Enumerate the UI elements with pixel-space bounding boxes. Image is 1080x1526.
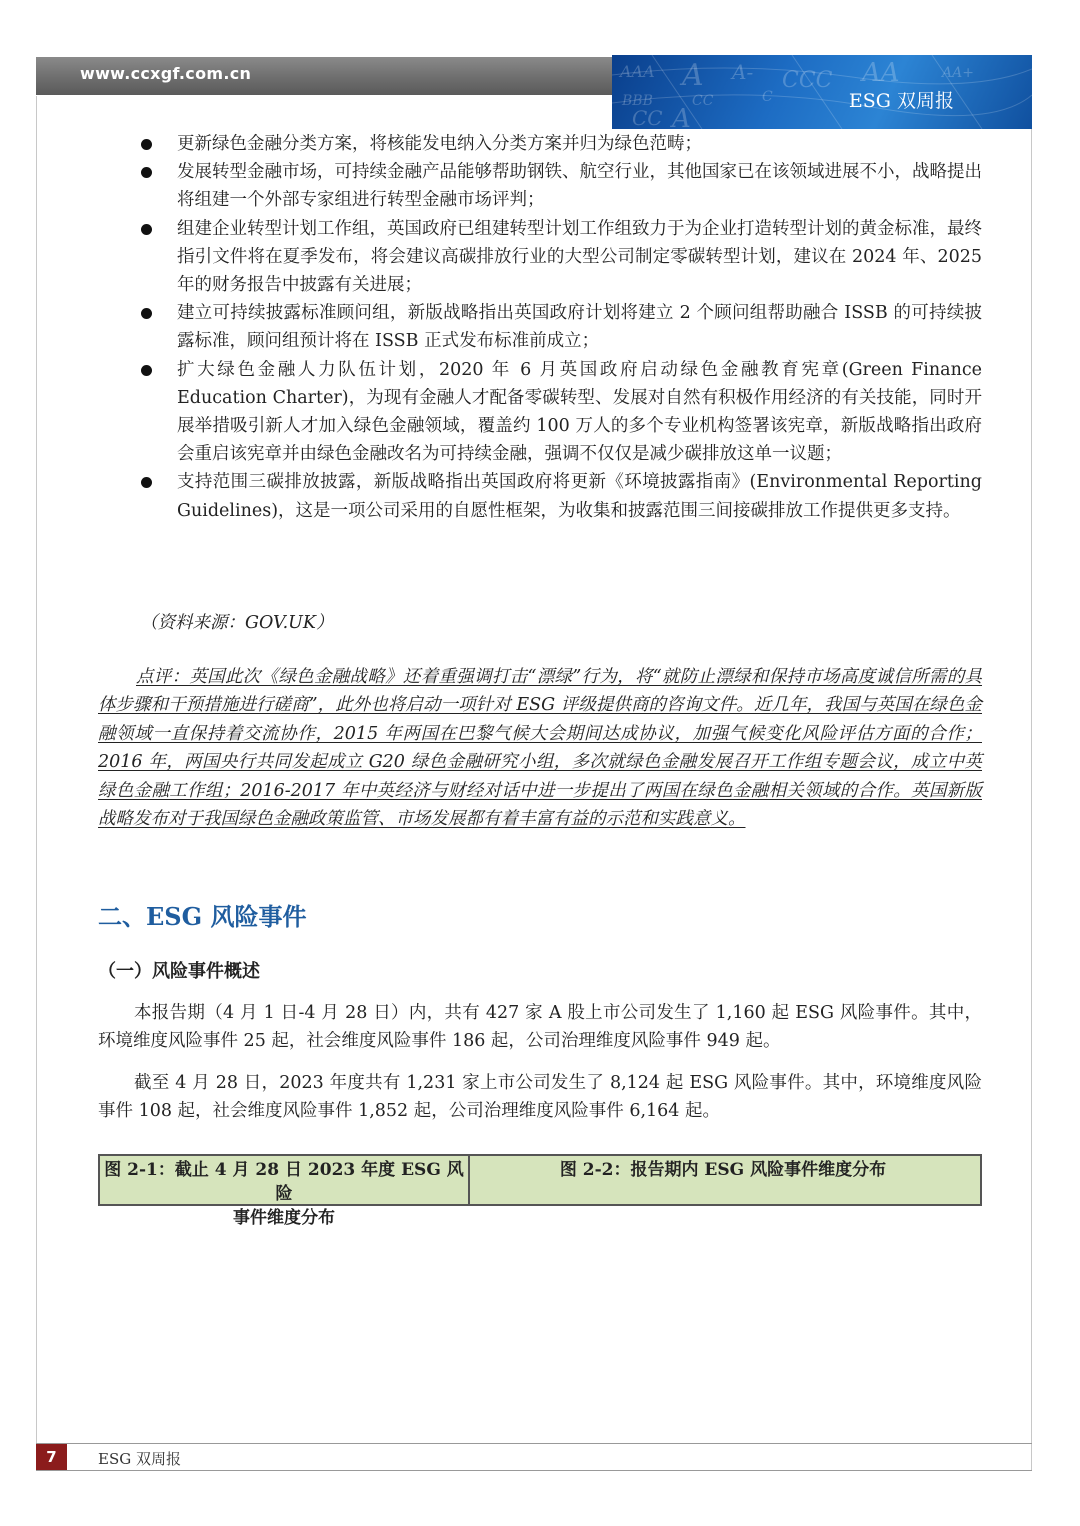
paragraph-period-summary: 本报告期（4 月 1 日-4 月 28 日）内，共有 427 家 A 股上市公司发生了 1,160 起 ESG 风险事件。其中，环境维度风险事件 25 起，社会维度风险事件 186 起，公司治理维度风险事件 949 起。 [98,1003,982,1052]
footer-divider [36,1443,1032,1444]
list-item [140,215,982,300]
page-number: 7 [36,1444,67,1470]
list-item [140,468,982,524]
list-item [140,356,982,469]
svg-text:CC: CC [632,106,663,129]
bullet-text: 建立可持续披露标准顾问组，新版战略指出英国政府计划将建立 2 个顾问组帮助融合 ISSB 的可持续披露标准，顾问组预计将在 ISSB 正式发布标准前成立； [177,303,982,352]
figure-2-1-caption-line1: 图 2-1：截止 4 月 28 日 2023 年度 ESG 风险 [104,1160,464,1204]
figure-2-2-caption: 图 2-2：报告期内 ESG 风险事件维度分布 [559,1160,887,1180]
bullet-text: 组建企业转型计划工作组，英国政府已组建转型计划工作组致力于为企业打造转型计划的黄金标准，最终指引文件将在夏季发布，将会建议高碳排放行业的大型公司制定零碳转型计划，建议在 2024 年、2025 年的财务报告中披露有关进展； [177,218,982,296]
svg-text:AA: AA [862,58,900,88]
bullet-text: 发展转型金融市场，可持续金融产品能够帮助钢铁、航空行业，其他国家已在该领域进展不小，战略提出将组建一个外部专家组进行转型金融市场评判； [177,162,982,211]
bullet-text: 支持范围三碳排放披露，新版战略指出英国政府将更新《环境披露指南》(Environmental Reporting Guidelines)，这是一项公司采用的自愿性框架，为收集和披露范围三间接碳排放工作提供更多支持。 [177,472,982,521]
svg-text:CC: CC [692,93,714,109]
svg-text:A: A [682,58,704,93]
svg-text:CCC: CCC [782,68,833,93]
list-item [140,158,982,214]
bullet-text: 扩大绿色金融人力队伍计划，2020 年 6 月英国政府启动绿色金融教育宪章(Green Finance Education Charter)，为现有金融人才配备零碳转型、发展对自然有积极作用经济的有关技能，同时开展举措吸引新人才加入绿色金融领域，覆盖约 100 万人的多个专业机构签署该宪章，新版战略指出政府会重启该宪章并由绿色金融改名为可持续金融，强调不仅仅是减少碳排放这单一议题； [177,359,982,465]
section-title: 二、ESG 风险事件 [98,902,307,931]
bullet-icon [141,224,152,235]
figure-2-1-caption-line2: 事件维度分布 [233,1208,335,1228]
bullet-icon [141,477,152,488]
figure-2-1-caption [100,1156,470,1228]
bullet-icon [141,365,152,376]
page-frame-right [1031,96,1032,1471]
bullet-list [140,130,982,525]
figure-caption-table [98,1154,982,1228]
bullet-icon [141,167,152,178]
paragraph-ytd-summary: 截至 4 月 28 日，2023 年度共有 1,231 家上市公司发生了 8,124 起 ESG 风险事件。其中，环境维度风险事件 108 起，社会维度风险事件 1,852 起，公司治理维度风险事件 6,164 起。 [98,1073,982,1122]
list-item [140,299,982,355]
svg-text:C: C [762,89,773,105]
subsection-title: （一）风险事件概述 [98,961,260,982]
bullet-icon [141,308,152,319]
svg-text:AA+: AA+ [942,65,974,81]
header-banner-image [612,55,1032,129]
banner-title: ESG 双周报 [848,90,954,112]
banner-pattern [612,55,1032,129]
header-url[interactable]: www.ccxgf.com.cn [80,64,252,83]
page-frame-left [36,96,37,1471]
bullet-icon [141,139,152,150]
list-item [140,130,982,158]
footer-title: ESG 双周报 [98,1450,181,1468]
svg-text:A-: A- [732,60,754,84]
bullet-text: 更新绿色金融分类方案，将核能发电纳入分类方案并归为绿色范畴； [177,134,702,154]
svg-text:AAA: AAA [620,62,655,81]
svg-text:BBB: BBB [622,93,653,109]
source-note: （资料来源：GOV.UK） [140,613,334,633]
svg-text:A: A [672,104,691,129]
comment-paragraph: 点评：英国此次《绿色金融战略》还着重强调打击“漂绿”行为，将“就防止漂绿和保持市场高度诚信所需的具体步骤和干预措施进行磋商”，此外也将启动一项针对 ESG 评级提供商的咨询文件。近几年，我国与英国在绿色金融领域一直保持着交流协作，2015 年两国在巴黎气候大会期间达成协议，加强气候变化风险评估方面的合作；2016 年，两国央行共同发起成立 G20 绿色金融研究小组，多次就绿色金融发展召开工作组专题会议，成立中英绿色金融工作组；2016-2017 年中英经济与财经对话中进一步提出了两国在绿色金融相关领域的合作。英国新版战略发布对于我国绿色金融政策监管、市场发展都有着丰富有益的示范和实践意义。 [98,667,982,830]
footer-divider-bottom [36,1470,1032,1471]
